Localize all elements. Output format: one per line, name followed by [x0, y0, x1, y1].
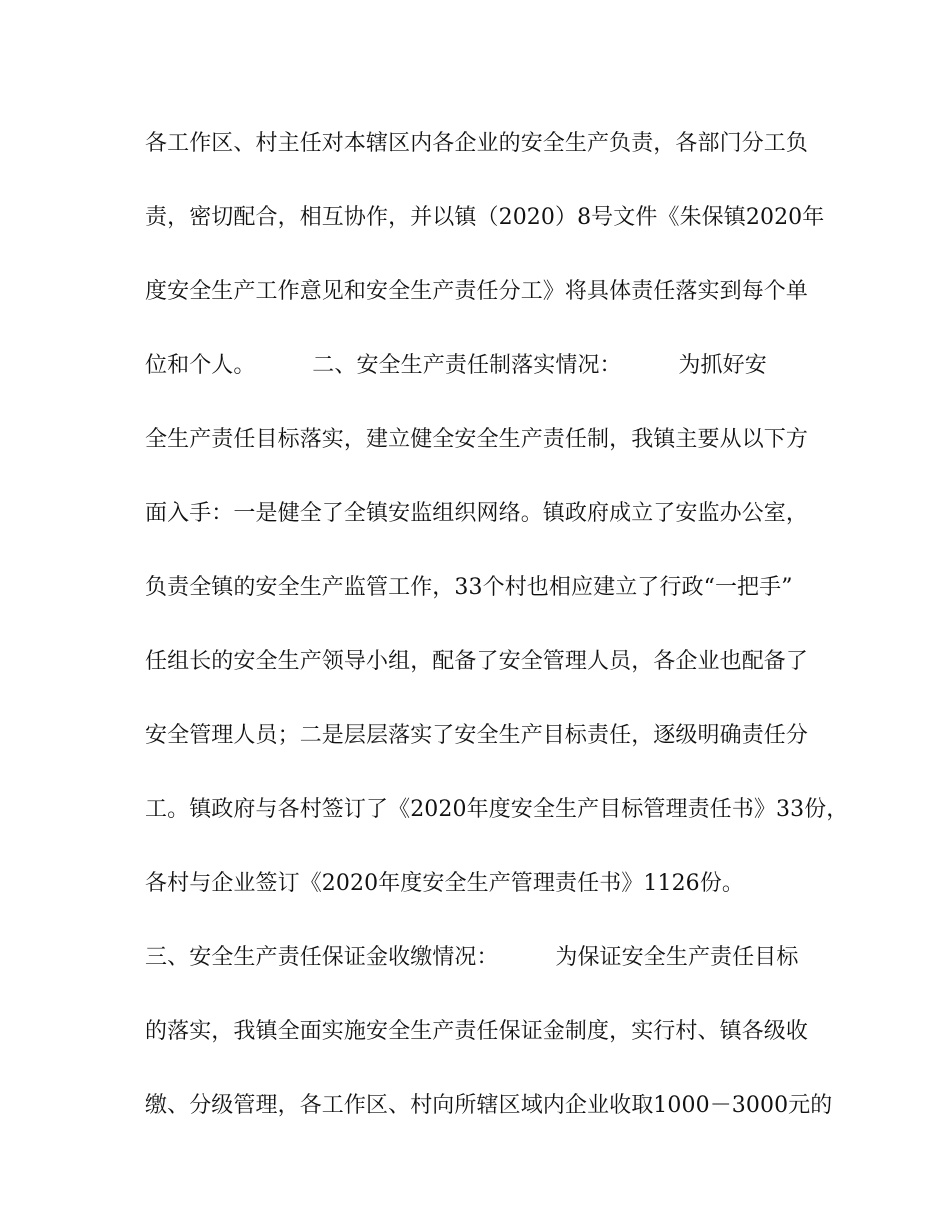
section-heading-line: 三、安全生产责任保证金收缴情况： 为保证安全生产责任目标	[145, 945, 799, 970]
paragraph-line: 度安全生产工作意见和安全生产责任分工》将具体责任落实到每个单	[145, 279, 809, 304]
paragraph-line: 安全管理人员；二是层层落实了安全生产目标责任，逐级明确责任分	[145, 723, 809, 748]
paragraph-line: 全生产责任目标落实，建立健全安全生产责任制，我镇主要从以下方	[145, 427, 809, 452]
paragraph-line: 面入手：一是健全了全镇安监组织网络。镇政府成立了安监办公室，	[145, 501, 809, 526]
paragraph-line: 各村与企业签订《2020年度安全生产管理责任书》1126份。	[145, 871, 744, 896]
paragraph-line: 工。镇政府与各村签订了《2020年度安全生产目标管理责任书》33份，	[145, 797, 849, 822]
paragraph-line: 位和个人。 二、安全生产责任制落实情况： 为抓好安	[145, 353, 767, 378]
paragraph-line: 缴、分级管理，各工作区、村向所辖区域内企业收取1000－3000元的	[145, 1093, 833, 1118]
paragraph-line: 任组长的安全生产领导小组，配备了安全管理人员，各企业也配备了	[145, 649, 809, 674]
paragraph-line: 负责全镇的安全生产监管工作，33个村也相应建立了行政“一把手”	[145, 575, 793, 600]
paragraph-line: 各工作区、村主任对本辖区内各企业的安全生产负责，各部门分工负	[145, 131, 809, 156]
paragraph-line: 责，密切配合，相互协作，并以镇（2020）8号文件《朱保镇2020年	[145, 205, 825, 230]
paragraph-line: 的落实，我镇全面实施安全生产责任保证金制度，实行村、镇各级收	[145, 1019, 809, 1044]
